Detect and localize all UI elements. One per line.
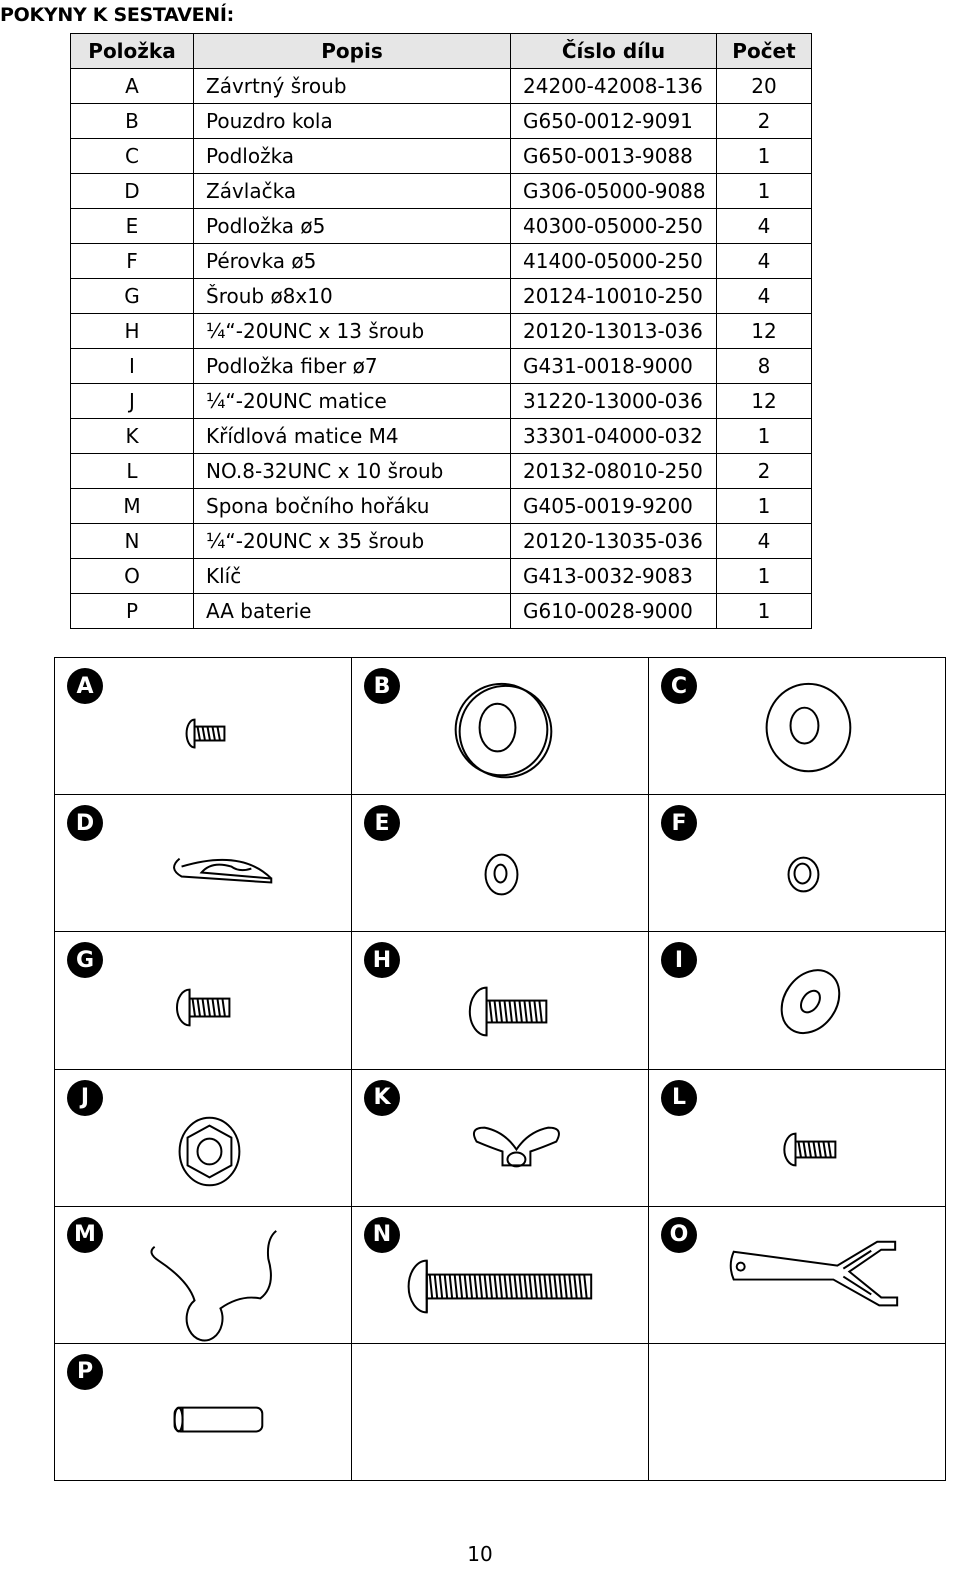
item-description: Spona bočního hořáku (194, 489, 511, 524)
part-cell-g (55, 932, 352, 1069)
part-letter-badge: P (67, 1354, 103, 1390)
item-part-number: 20124-10010-250 (511, 279, 717, 314)
item-letter: J (71, 384, 194, 419)
part-cell-b (352, 658, 649, 795)
table-row (71, 69, 812, 104)
table-row (71, 174, 812, 209)
part-letter-badge: F (661, 805, 697, 841)
part-cell-f (649, 795, 946, 932)
part-letter-badge: K (364, 1080, 400, 1116)
item-letter: I (71, 349, 194, 384)
item-quantity: 1 (717, 559, 812, 594)
table-row (71, 349, 812, 384)
item-letter: L (71, 454, 194, 489)
item-letter: C (71, 139, 194, 174)
item-description: Klíč (194, 559, 511, 594)
item-description: ¼“-20UNC x 13 šroub (194, 314, 511, 349)
item-description: AA baterie (194, 594, 511, 629)
table-header-row (71, 34, 812, 69)
header-item: Položka (71, 34, 194, 69)
part-letter-badge: G (67, 942, 103, 978)
item-description: Podložka ø5 (194, 209, 511, 244)
item-part-number: G405-0019-9200 (511, 489, 717, 524)
item-description: Závrtný šroub (194, 69, 511, 104)
part-letter-badge: J (67, 1080, 103, 1116)
part-letter-badge: M (67, 1217, 103, 1253)
part-cell-n (352, 1207, 649, 1344)
item-description: Podložka (194, 139, 511, 174)
empty-cell (649, 1344, 946, 1481)
item-description: Křídlová matice M4 (194, 419, 511, 454)
item-quantity: 8 (717, 349, 812, 384)
item-letter: H (71, 314, 194, 349)
part-cell-h (352, 932, 649, 1069)
item-part-number: G431-0018-9000 (511, 349, 717, 384)
item-letter: A (71, 69, 194, 104)
item-quantity: 4 (717, 244, 812, 279)
item-letter: M (71, 489, 194, 524)
item-part-number: G413-0032-9083 (511, 559, 717, 594)
part-letter-badge: N (364, 1217, 400, 1253)
part-cell-e (352, 795, 649, 932)
part-cell-a (55, 658, 352, 795)
parts-illustration-grid (54, 657, 946, 1481)
item-part-number: 41400-05000-250 (511, 244, 717, 279)
item-letter: E (71, 209, 194, 244)
item-description: Podložka fiber ø7 (194, 349, 511, 384)
item-quantity: 1 (717, 139, 812, 174)
item-description: Pérovka ø5 (194, 244, 511, 279)
part-cell-m (55, 1207, 352, 1344)
item-quantity: 12 (717, 314, 812, 349)
item-quantity: 12 (717, 384, 812, 419)
item-letter: N (71, 524, 194, 559)
table-row (71, 384, 812, 419)
item-part-number: 31220-13000-036 (511, 384, 717, 419)
item-quantity: 2 (717, 104, 812, 139)
item-part-number: G650-0012-9091 (511, 104, 717, 139)
item-part-number: 20120-13035-036 (511, 524, 717, 559)
part-letter-badge: C (661, 668, 697, 704)
part-letter-badge: O (661, 1217, 697, 1253)
header-part-number: Číslo dílu (511, 34, 717, 69)
item-description: NO.8-32UNC x 10 šroub (194, 454, 511, 489)
table-row (71, 279, 812, 314)
item-description: Pouzdro kola (194, 104, 511, 139)
item-part-number: G306-05000-9088 (511, 174, 717, 209)
item-part-number: 33301-04000-032 (511, 419, 717, 454)
part-cell-k (352, 1070, 649, 1207)
part-letter-badge: A (67, 668, 103, 704)
item-quantity: 1 (717, 419, 812, 454)
item-part-number: 20132-08010-250 (511, 454, 717, 489)
part-cell-c (649, 658, 946, 795)
parts-table (70, 33, 812, 629)
item-part-number: 20120-13013-036 (511, 314, 717, 349)
part-cell-p (55, 1344, 352, 1481)
item-quantity: 20 (717, 69, 812, 104)
table-row (71, 524, 812, 559)
item-quantity: 4 (717, 279, 812, 314)
part-cell-i (649, 932, 946, 1069)
item-description: ¼“-20UNC matice (194, 384, 511, 419)
page-number: 10 (467, 1542, 493, 1566)
item-quantity: 4 (717, 209, 812, 244)
part-letter-badge: E (364, 805, 400, 841)
header-description: Popis (194, 34, 511, 69)
item-letter: B (71, 104, 194, 139)
item-letter: O (71, 559, 194, 594)
item-letter: D (71, 174, 194, 209)
table-row (71, 489, 812, 524)
table-row (71, 139, 812, 174)
item-description: Závlačka (194, 174, 511, 209)
part-cell-l (649, 1070, 946, 1207)
item-part-number: 40300-05000-250 (511, 209, 717, 244)
part-letter-badge: D (67, 805, 103, 841)
header-quantity: Počet (717, 34, 812, 69)
item-part-number: G650-0013-9088 (511, 139, 717, 174)
part-cell-j (55, 1070, 352, 1207)
item-description: ¼“-20UNC x 35 šroub (194, 524, 511, 559)
table-row (71, 314, 812, 349)
item-quantity: 1 (717, 594, 812, 629)
page-heading: POKYNY K SESTAVENÍ: (0, 4, 234, 26)
table-row (71, 244, 812, 279)
item-quantity: 2 (717, 454, 812, 489)
item-letter: F (71, 244, 194, 279)
part-cell-o (649, 1207, 946, 1344)
table-row (71, 454, 812, 489)
table-row (71, 594, 812, 629)
empty-cell (352, 1344, 649, 1481)
part-letter-badge: B (364, 668, 400, 704)
part-cell-d (55, 795, 352, 932)
item-description: Šroub ø8x10 (194, 279, 511, 314)
item-part-number: 24200-42008-136 (511, 69, 717, 104)
item-quantity: 1 (717, 489, 812, 524)
item-quantity: 1 (717, 174, 812, 209)
item-part-number: G610-0028-9000 (511, 594, 717, 629)
part-letter-badge: L (661, 1080, 697, 1116)
item-letter: G (71, 279, 194, 314)
item-letter: P (71, 594, 194, 629)
table-row (71, 419, 812, 454)
table-row (71, 104, 812, 139)
item-letter: K (71, 419, 194, 454)
part-letter-badge: I (661, 942, 697, 978)
item-quantity: 4 (717, 524, 812, 559)
part-letter-badge: H (364, 942, 400, 978)
table-row (71, 209, 812, 244)
table-row (71, 559, 812, 594)
